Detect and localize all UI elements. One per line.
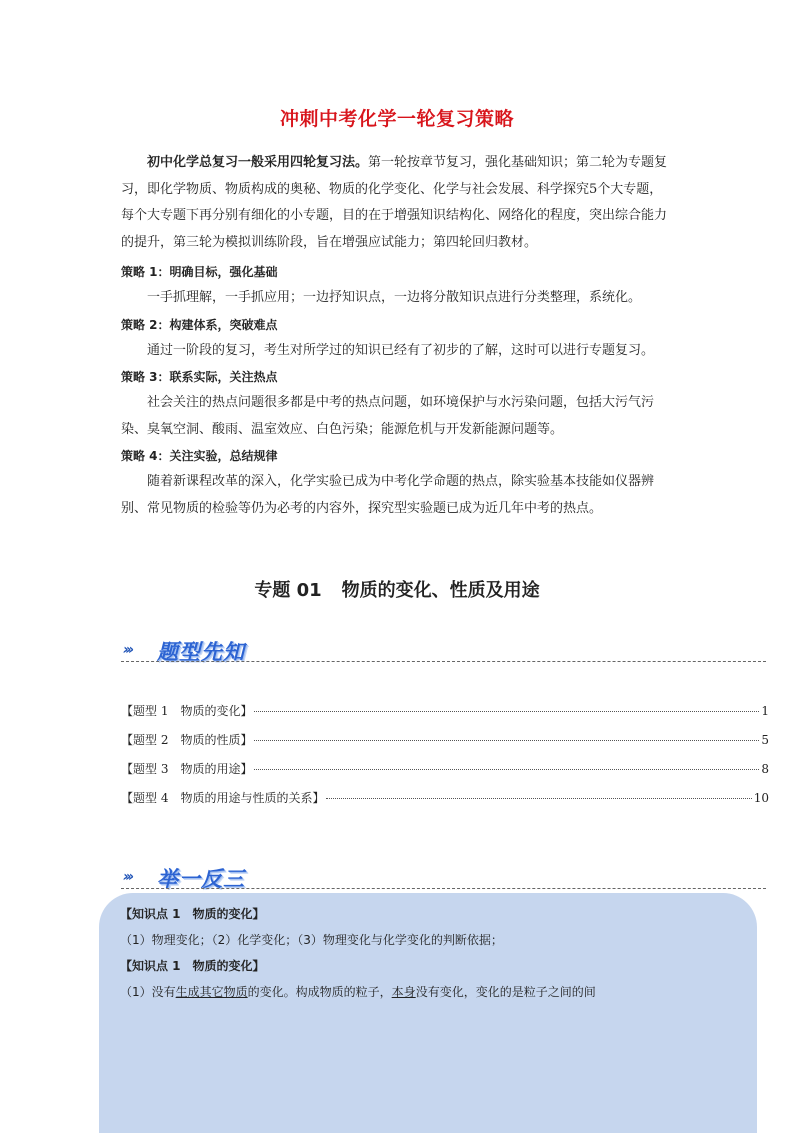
toc-label: 【题型 4 物质的用途与性质的关系】: [121, 791, 325, 805]
toc-page: 5: [761, 733, 769, 747]
intro-paragraph: [121, 150, 669, 256]
strategy-item: [121, 259, 669, 312]
knowledge-point-line: [120, 979, 740, 1005]
kp-text: （1）没有: [120, 985, 176, 999]
kp-text: 的变化。构成物质的粒子，: [247, 985, 392, 999]
kp-text: 没有变化，变化的是粒子之间的间: [415, 985, 596, 999]
toc-label: 【题型 3 物质的用途】: [121, 762, 253, 776]
section-label: 题型先知: [157, 640, 245, 664]
strategy-item: [121, 443, 669, 522]
toc-leader: [326, 798, 751, 799]
knowledge-card: [99, 893, 757, 1133]
topic-title: [0, 576, 794, 602]
toc-page: 8: [761, 762, 769, 776]
toc-leader: [254, 740, 759, 741]
strategy-heading: 策略 1：明确目标，强化基础: [121, 265, 278, 279]
strategy-heading: 策略 2：构建体系，突破难点: [121, 317, 278, 332]
strategy-body: 通过一阶段的复习，考生对所学过的知识已经有了初步的了解，这时可以进行专题复习。: [147, 342, 655, 358]
knowledge-point-heading: 【知识点 1 物质的变化】: [120, 959, 265, 973]
toc-entry[interactable]: [121, 731, 769, 760]
topic-name: 物质的变化、性质及用途: [341, 580, 540, 601]
toc-entry[interactable]: [121, 702, 769, 731]
triple-arrow-icon: ›››: [123, 642, 132, 658]
dashed-divider: [121, 888, 766, 889]
toc-page: 10: [753, 791, 769, 805]
section-banner-examples: [121, 861, 766, 891]
toc-label: 【题型 2 物质的性质】: [121, 733, 253, 747]
toc-entry[interactable]: [121, 760, 769, 789]
toc-leader: [254, 769, 759, 770]
strategy-item: [121, 312, 669, 365]
strategy-heading: 策略 3：联系实际，关注热点: [121, 370, 278, 384]
table-of-contents: [121, 702, 769, 818]
toc-leader: [254, 711, 759, 712]
toc-label: 【题型 1 物质的变化】: [121, 704, 253, 718]
strategy-body: 一手抓理解，一手抓应用；一边抒知识点，一边将分散知识点进行分类整理，系统化。: [147, 290, 642, 305]
intro-text: 第一轮按章节复习，强化基础知识；第二轮为专题复习，即化学物质、物质构成的奥秘、物质的化学变化、化学与社会发展、科学探究5个大专题，每个大专题下再分别有细化的小专题，目的在于增强知识结构化、网络化的程度，突出综合能力的提升，第三轮为模拟训练阶段，旨在增强应试能力；第四轮回归教材。: [121, 155, 668, 250]
strategy-item: [121, 364, 669, 443]
section-banner-types: [121, 634, 766, 664]
dashed-divider: [121, 661, 766, 662]
strategy-body: 社会关注的热点问题很多都是中考的热点问题，如环境保护与水污染问题，包括大污气污染、臭氧空洞、酸雨、温室效应、白色污染；能源危机与开发新能源问题等。: [121, 395, 655, 437]
strategy-heading: 策略 4：关注实验，总结规律: [121, 449, 278, 463]
toc-entry[interactable]: [121, 789, 769, 818]
strategy-body: 随着新课程改革的深入，化学实验已成为中考化学命题的热点，除实验基本技能如仪器辨别、常见物质的检验等仍为必考的内容外，探究型实验题已成为近几年中考的热点。: [121, 474, 655, 516]
knowledge-point-line: （1）物理变化；（2）化学变化；（3）物理变化与化学变化的判断依据；: [120, 933, 503, 947]
knowledge-point-heading: 【知识点 1 物质的变化】: [120, 907, 265, 921]
kp-underlined: 生成其它物质: [175, 985, 248, 999]
page-title: 冲刺中考化学一轮复习策略: [279, 108, 514, 130]
section-label: 举一反三: [157, 867, 245, 891]
intro-bold: 初中化学总复习一般采用四轮复习法。: [147, 155, 369, 170]
topic-number: 专题 01: [254, 580, 322, 601]
toc-page: 1: [761, 704, 769, 718]
triple-arrow-icon: ›››: [123, 869, 132, 885]
strategy-list: [121, 259, 669, 522]
kp-underlined: 本身: [391, 985, 416, 999]
